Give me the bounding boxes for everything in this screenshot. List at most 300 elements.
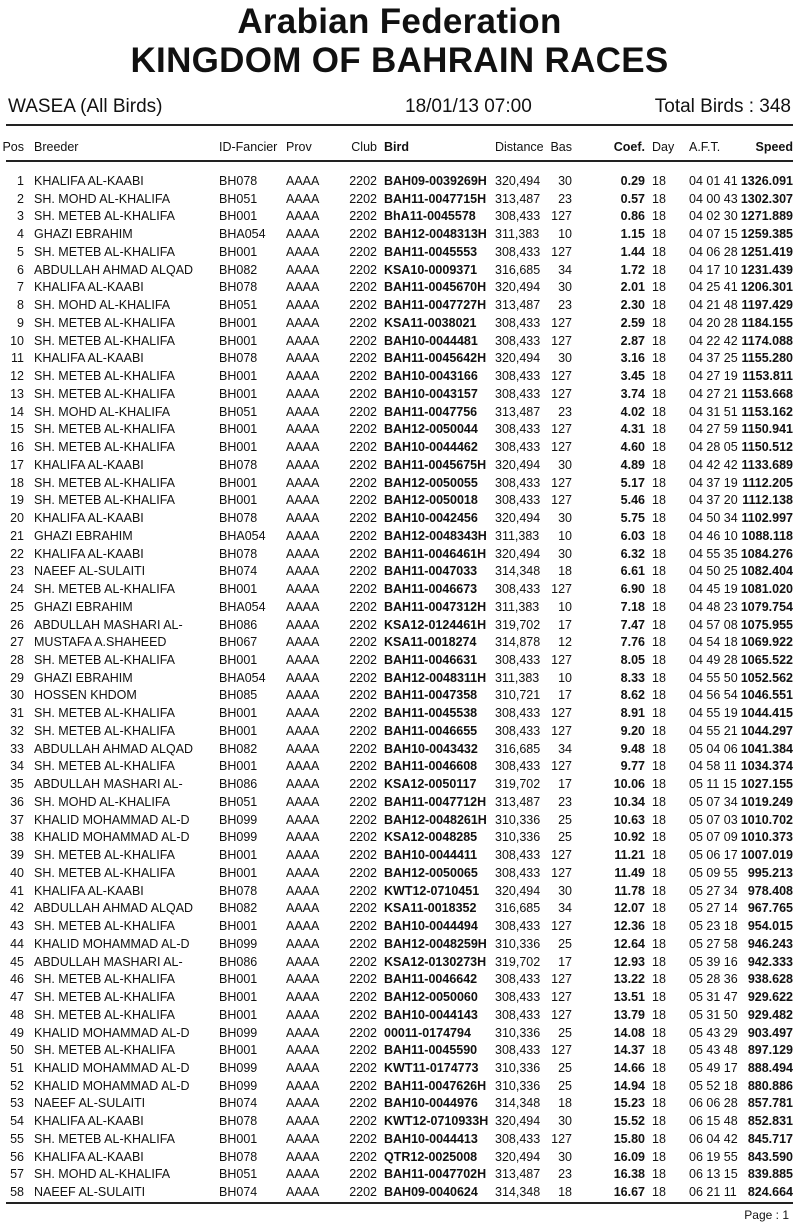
cell-bird: BhA11-0045578	[384, 209, 476, 224]
cell-distance: 308,433	[495, 582, 541, 597]
cell-day: 18	[652, 972, 666, 987]
cell-pos: 42	[10, 901, 24, 916]
cell-club: 2202	[349, 582, 377, 597]
cell-breeder: SH. METEB AL-KHALIFA	[34, 652, 176, 667]
cell-bas: 30	[558, 1149, 572, 1164]
cell-day: 18	[652, 440, 666, 455]
cell-bas: 127	[551, 315, 572, 330]
cell-aft: 05 39 16	[689, 954, 738, 969]
cell-aft: 04 22 42	[689, 333, 738, 348]
cell-club: 2202	[349, 652, 377, 667]
column-header-coef: Coef.	[613, 140, 645, 154]
cell-id-fancier: BH099	[219, 812, 258, 827]
cell-aft: 05 31 47	[689, 990, 738, 1005]
cell-breeder: KHALIFA AL-KAABI	[34, 511, 144, 526]
cell-coef: 2.01	[620, 280, 645, 295]
cell-pos: 4	[17, 227, 24, 242]
cell-id-fancier: BH086	[219, 777, 258, 792]
cell-coef: 7.18	[620, 599, 645, 614]
cell-prov: AAAA	[286, 1131, 320, 1146]
cell-prov: AAAA	[286, 262, 320, 277]
cell-bas: 25	[558, 936, 572, 951]
cell-bas: 25	[558, 1025, 572, 1040]
cell-aft: 06 06 28	[689, 1096, 738, 1111]
cell-distance: 314,878	[495, 635, 541, 650]
cell-breeder: SH. MOHD AL-KHALIFA	[34, 794, 171, 809]
cell-prov: AAAA	[286, 369, 320, 384]
cell-breeder: SH. METEB AL-KHALIFA	[34, 475, 176, 490]
cell-prov: AAAA	[286, 848, 320, 863]
cell-coef: 3.16	[620, 351, 645, 366]
cell-bas: 25	[558, 812, 572, 827]
cell-bas: 127	[551, 440, 572, 455]
cell-bird: BAH11-0047715H	[384, 191, 487, 206]
cell-club: 2202	[349, 528, 377, 543]
cell-pos: 40	[10, 865, 24, 880]
cell-day: 18	[652, 386, 666, 401]
cell-speed: 1069.922	[740, 635, 793, 650]
cell-prov: AAAA	[286, 794, 320, 809]
cell-id-fancier: BHA054	[219, 227, 266, 242]
cell-prov: AAAA	[286, 652, 320, 667]
cell-club: 2202	[349, 794, 377, 809]
cell-id-fancier: BH001	[219, 652, 258, 667]
cell-club: 2202	[349, 298, 377, 313]
cell-coef: 0.57	[620, 191, 645, 206]
cell-bird: BAH11-0047727H	[384, 298, 487, 313]
cell-pos: 17	[10, 457, 24, 472]
cell-bird: BAH10-0044143	[384, 1007, 478, 1022]
cell-breeder: SH. METEB AL-KHALIFA	[34, 990, 176, 1005]
cell-breeder: SH. METEB AL-KHALIFA	[34, 759, 176, 774]
cell-prov: AAAA	[286, 1007, 320, 1022]
cell-distance: 320,494	[495, 511, 541, 526]
cell-breeder: KHALIFA AL-KAABI	[34, 457, 144, 472]
cell-coef: 6.61	[620, 564, 645, 579]
cell-day: 18	[652, 315, 666, 330]
cell-bas: 30	[558, 883, 572, 898]
cell-prov: AAAA	[286, 777, 320, 792]
cell-aft: 04 27 59	[689, 422, 738, 437]
cell-breeder: GHAZI EBRAHIM	[34, 670, 133, 685]
cell-pos: 11	[11, 351, 24, 366]
cell-breeder: SH. METEB AL-KHALIFA	[34, 209, 176, 224]
cell-speed: 1259.385	[740, 227, 793, 242]
cell-aft: 05 07 03	[689, 812, 738, 827]
cell-coef: 16.09	[613, 1149, 645, 1164]
cell-aft: 04 49 28	[689, 652, 738, 667]
cell-day: 18	[652, 599, 666, 614]
cell-prov: AAAA	[286, 174, 320, 188]
cell-id-fancier: BH051	[219, 298, 258, 313]
cell-bird: BAH11-0047626H	[384, 1078, 487, 1093]
cell-coef: 8.05	[620, 652, 645, 667]
cell-distance: 308,433	[495, 493, 541, 508]
cell-club: 2202	[349, 599, 377, 614]
cell-club: 2202	[349, 511, 377, 526]
cell-distance: 308,433	[495, 652, 541, 667]
cell-club: 2202	[349, 1167, 377, 1182]
cell-day: 18	[652, 1167, 666, 1182]
cell-bird: KSA12-0048285	[384, 830, 478, 845]
cell-bas: 25	[558, 830, 572, 845]
cell-prov: AAAA	[286, 901, 320, 916]
cell-id-fancier: BHA054	[219, 670, 266, 685]
cell-bird: BAH11-0046655	[384, 723, 478, 738]
cell-id-fancier: BH099	[219, 936, 258, 951]
cell-club: 2202	[349, 812, 377, 827]
cell-day: 18	[652, 582, 666, 597]
cell-bird: BAH09-0039269H	[384, 174, 487, 188]
cell-pos: 38	[10, 830, 24, 845]
cell-distance: 310,336	[495, 936, 541, 951]
cell-club: 2202	[349, 919, 377, 934]
cell-coef: 4.60	[620, 440, 645, 455]
cell-aft: 05 23 18	[689, 919, 738, 934]
cell-bird: BAH10-0044413	[384, 1131, 478, 1146]
cell-distance: 308,433	[495, 723, 541, 738]
cell-distance: 310,336	[495, 812, 541, 827]
cell-distance: 313,487	[495, 404, 541, 419]
cell-bas: 127	[551, 990, 572, 1005]
cell-pos: 47	[10, 990, 24, 1005]
cell-prov: AAAA	[286, 564, 320, 579]
cell-club: 2202	[349, 883, 377, 898]
cell-distance: 313,487	[495, 794, 541, 809]
cell-speed: 1065.522	[740, 652, 793, 667]
column-header-bird: Bird	[384, 140, 409, 154]
cell-pos: 33	[10, 741, 24, 756]
cell-prov: AAAA	[286, 244, 320, 259]
table-row	[0, 350, 799, 368]
cell-coef: 0.29	[620, 174, 645, 188]
column-header-club: Club	[351, 140, 377, 154]
cell-prov: AAAA	[286, 936, 320, 951]
cell-pos: 20	[10, 511, 24, 526]
cell-bird: BAH09-0040624	[384, 1185, 478, 1200]
cell-breeder: NAEEF AL-SULAITI	[34, 1185, 146, 1200]
cell-speed: 1197.429	[741, 298, 793, 313]
cell-day: 18	[652, 919, 666, 934]
cell-speed: 843.590	[747, 1149, 793, 1164]
cell-club: 2202	[349, 1114, 377, 1129]
cell-distance: 314,348	[495, 1096, 541, 1111]
cell-pos: 19	[10, 493, 24, 508]
cell-speed: 1271.889	[740, 209, 793, 224]
cell-distance: 308,433	[495, 475, 541, 490]
cell-aft: 04 28 05	[689, 440, 738, 455]
cell-bas: 25	[558, 1078, 572, 1093]
cell-breeder: SH. METEB AL-KHALIFA	[34, 723, 176, 738]
cell-distance: 320,494	[495, 280, 541, 295]
cell-prov: AAAA	[286, 723, 320, 738]
cell-prov: AAAA	[286, 493, 320, 508]
column-header-day: Day	[652, 140, 675, 154]
cell-bird: BAH11-0046673	[384, 582, 478, 597]
cell-aft: 06 04 42	[689, 1131, 738, 1146]
cell-day: 18	[652, 564, 666, 579]
cell-id-fancier: BH051	[219, 404, 258, 419]
cell-distance: 313,487	[495, 298, 541, 313]
cell-distance: 308,433	[495, 759, 541, 774]
cell-club: 2202	[349, 369, 377, 384]
cell-pos: 15	[10, 422, 24, 437]
cell-day: 18	[652, 528, 666, 543]
cell-bas: 10	[558, 670, 572, 685]
cell-breeder: SH. MOHD AL-KHALIFA	[34, 298, 171, 313]
cell-coef: 12.64	[613, 936, 645, 951]
cell-bas: 17	[558, 954, 572, 969]
cell-breeder: SH. METEB AL-KHALIFA	[34, 972, 176, 987]
cell-breeder: GHAZI EBRAHIM	[34, 227, 133, 242]
table-row	[0, 758, 799, 776]
cell-speed: 1102.997	[741, 511, 793, 526]
cell-day: 18	[652, 848, 666, 863]
divider	[6, 1202, 793, 1204]
cell-club: 2202	[349, 670, 377, 685]
cell-day: 18	[652, 652, 666, 667]
cell-club: 2202	[349, 351, 377, 366]
cell-prov: AAAA	[286, 315, 320, 330]
table-row	[0, 386, 799, 404]
cell-bas: 30	[558, 1114, 572, 1129]
cell-id-fancier: BH001	[219, 493, 258, 508]
cell-distance: 310,336	[495, 830, 541, 845]
cell-breeder: NAEEF AL-SULAITI	[34, 564, 146, 579]
cell-bird: BAH12-0048313H	[384, 227, 487, 242]
cell-day: 18	[652, 1131, 666, 1146]
cell-speed: 1079.754	[740, 599, 793, 614]
table-row	[0, 918, 799, 936]
cell-club: 2202	[349, 404, 377, 419]
table-row	[0, 705, 799, 723]
cell-coef: 2.59	[620, 315, 645, 330]
cell-bird: BAH11-0047312H	[384, 599, 487, 614]
cell-pos: 58	[10, 1185, 24, 1200]
cell-speed: 1133.689	[741, 457, 793, 472]
cell-bas: 17	[558, 617, 572, 632]
table-row	[0, 1007, 799, 1025]
cell-bird: BAH10-0044494	[384, 919, 478, 934]
cell-day: 18	[652, 901, 666, 916]
cell-speed: 839.885	[747, 1167, 793, 1182]
cell-id-fancier: BH078	[219, 1114, 258, 1129]
cell-prov: AAAA	[286, 404, 320, 419]
cell-breeder: SH. METEB AL-KHALIFA	[34, 1043, 176, 1058]
cell-prov: AAAA	[286, 1043, 320, 1058]
table-row	[0, 971, 799, 989]
cell-prov: AAAA	[286, 635, 320, 650]
cell-bas: 127	[551, 582, 572, 597]
cell-bas: 17	[558, 688, 572, 703]
table-row	[0, 634, 799, 652]
cell-bird: BAH11-0045642H	[384, 351, 487, 366]
cell-prov: AAAA	[286, 422, 320, 437]
cell-day: 18	[652, 706, 666, 721]
cell-coef: 10.06	[613, 777, 645, 792]
cell-club: 2202	[349, 457, 377, 472]
cell-breeder: ABDULLAH MASHARI AL-	[34, 617, 183, 632]
table-row	[0, 794, 799, 812]
cell-club: 2202	[349, 1043, 377, 1058]
cell-prov: AAAA	[286, 919, 320, 934]
cell-day: 18	[652, 617, 666, 632]
table-row	[0, 954, 799, 972]
cell-aft: 04 55 19	[689, 706, 738, 721]
cell-distance: 308,433	[495, 706, 541, 721]
cell-aft: 04 02 30	[689, 209, 738, 224]
table-row	[0, 404, 799, 422]
cell-day: 18	[652, 1078, 666, 1093]
cell-coef: 10.63	[613, 812, 645, 827]
cell-speed: 1088.118	[741, 528, 793, 543]
table-row	[0, 226, 799, 244]
cell-speed: 1041.384	[740, 741, 793, 756]
cell-bird: QTR12-0025008	[384, 1149, 478, 1164]
cell-day: 18	[652, 936, 666, 951]
table-row	[0, 1131, 799, 1149]
cell-pos: 32	[10, 723, 24, 738]
cell-distance: 308,433	[495, 972, 541, 987]
cell-breeder: KHALID MOHAMMAD AL-D	[34, 1061, 190, 1075]
cell-pos: 28	[10, 652, 24, 667]
column-header-prov: Prov	[286, 140, 312, 154]
cell-aft: 04 06 28	[689, 244, 738, 259]
cell-distance: 308,433	[495, 209, 541, 224]
cell-club: 2202	[349, 936, 377, 951]
cell-bird: BAH12-0048261H	[384, 812, 487, 827]
cell-bas: 30	[558, 546, 572, 561]
cell-day: 18	[652, 1025, 666, 1040]
cell-bas: 23	[558, 298, 572, 313]
cell-coef: 2.87	[620, 333, 645, 348]
table-row	[0, 812, 799, 830]
cell-speed: 1155.280	[741, 351, 793, 366]
cell-id-fancier: BH078	[219, 280, 258, 295]
cell-prov: AAAA	[286, 351, 320, 366]
cell-breeder: KHALID MOHAMMAD AL-D	[34, 936, 190, 951]
cell-bas: 127	[551, 972, 572, 987]
cell-aft: 05 06 17	[689, 848, 738, 863]
cell-aft: 05 28 36	[689, 972, 738, 987]
cell-day: 18	[652, 1185, 666, 1200]
cell-day: 18	[652, 723, 666, 738]
cell-club: 2202	[349, 617, 377, 632]
cell-coef: 14.37	[613, 1043, 645, 1058]
cell-coef: 6.32	[620, 546, 645, 561]
cell-speed: 929.482	[747, 1007, 793, 1022]
cell-distance: 319,702	[495, 617, 541, 632]
cell-breeder: GHAZI EBRAHIM	[34, 599, 133, 614]
cell-pos: 1	[17, 174, 24, 188]
cell-id-fancier: BH067	[219, 635, 258, 650]
cell-bird: BAH11-0045675H	[384, 457, 487, 472]
cell-id-fancier: BH001	[219, 1131, 258, 1146]
cell-prov: AAAA	[286, 475, 320, 490]
cell-coef: 3.74	[620, 386, 645, 401]
cell-pos: 51	[10, 1061, 24, 1075]
cell-day: 18	[652, 511, 666, 526]
cell-pos: 45	[10, 954, 24, 969]
cell-coef: 3.45	[620, 369, 645, 384]
table-row	[0, 1078, 799, 1096]
cell-breeder: HOSSEN KHDOM	[34, 688, 137, 703]
table-row	[0, 989, 799, 1007]
cell-speed: 967.765	[747, 901, 793, 916]
cell-distance: 320,494	[495, 1149, 541, 1164]
cell-bird: KWT12-0710451	[384, 883, 480, 898]
cell-bas: 25	[558, 1061, 572, 1075]
cell-breeder: KHALIFA AL-KAABI	[34, 351, 144, 366]
cell-bird: BAH10-0044462	[384, 440, 478, 455]
cell-id-fancier: BH001	[219, 209, 258, 224]
cell-speed: 1153.811	[742, 369, 793, 384]
cell-aft: 04 20 28	[689, 315, 738, 330]
cell-bas: 127	[551, 1131, 572, 1146]
cell-prov: AAAA	[286, 457, 320, 472]
cell-id-fancier: BH001	[219, 475, 258, 490]
cell-speed: 1251.419	[740, 244, 793, 259]
cell-id-fancier: BH001	[219, 706, 258, 721]
cell-id-fancier: BH074	[219, 1096, 258, 1111]
table-row	[0, 687, 799, 705]
cell-coef: 6.90	[620, 582, 645, 597]
cell-coef: 13.22	[613, 972, 645, 987]
cell-day: 18	[652, 475, 666, 490]
cell-bird: KWT12-0710933H	[384, 1114, 489, 1129]
cell-distance: 311,383	[495, 528, 540, 543]
cell-distance: 310,336	[495, 1025, 541, 1040]
cell-bird: BAH12-0048311H	[384, 670, 487, 685]
cell-club: 2202	[349, 1131, 377, 1146]
cell-breeder: NAEEF AL-SULAITI	[34, 1096, 146, 1111]
cell-aft: 05 04 06	[689, 741, 738, 756]
cell-speed: 1044.415	[740, 706, 793, 721]
cell-id-fancier: BH086	[219, 617, 258, 632]
cell-aft: 04 55 35	[689, 546, 738, 561]
cell-distance: 308,433	[495, 1007, 541, 1022]
cell-distance: 311,383	[495, 227, 540, 242]
cell-bird: BAH10-0044481	[384, 333, 478, 348]
cell-bas: 30	[558, 280, 572, 295]
cell-breeder: KHALIFA AL-KAABI	[34, 280, 144, 295]
cell-breeder: ABDULLAH MASHARI AL-	[34, 777, 183, 792]
table-row	[0, 741, 799, 759]
cell-breeder: SH. METEB AL-KHALIFA	[34, 706, 176, 721]
cell-bas: 127	[551, 475, 572, 490]
cell-breeder: SH. METEB AL-KHALIFA	[34, 386, 176, 401]
cell-distance: 314,348	[495, 1185, 541, 1200]
table-row	[0, 457, 799, 475]
cell-speed: 1174.088	[741, 333, 793, 348]
cell-day: 18	[652, 777, 666, 792]
cell-club: 2202	[349, 315, 377, 330]
cell-id-fancier: BH001	[219, 582, 258, 597]
cell-bas: 12	[558, 635, 572, 650]
cell-speed: 1027.155	[740, 777, 793, 792]
cell-day: 18	[652, 865, 666, 880]
cell-breeder: SH. MOHD AL-KHALIFA	[34, 404, 171, 419]
cell-breeder: SH. MOHD AL-KHALIFA	[34, 1167, 171, 1182]
cell-id-fancier: BH085	[219, 688, 258, 703]
cell-aft: 05 49 17	[689, 1061, 738, 1075]
cell-speed: 1150.512	[741, 440, 793, 455]
cell-speed: 978.408	[747, 883, 793, 898]
cell-club: 2202	[349, 244, 377, 259]
cell-bird: BAH12-0050065	[384, 865, 478, 880]
cell-bird: BAH11-0047712H	[384, 794, 487, 809]
cell-club: 2202	[349, 440, 377, 455]
